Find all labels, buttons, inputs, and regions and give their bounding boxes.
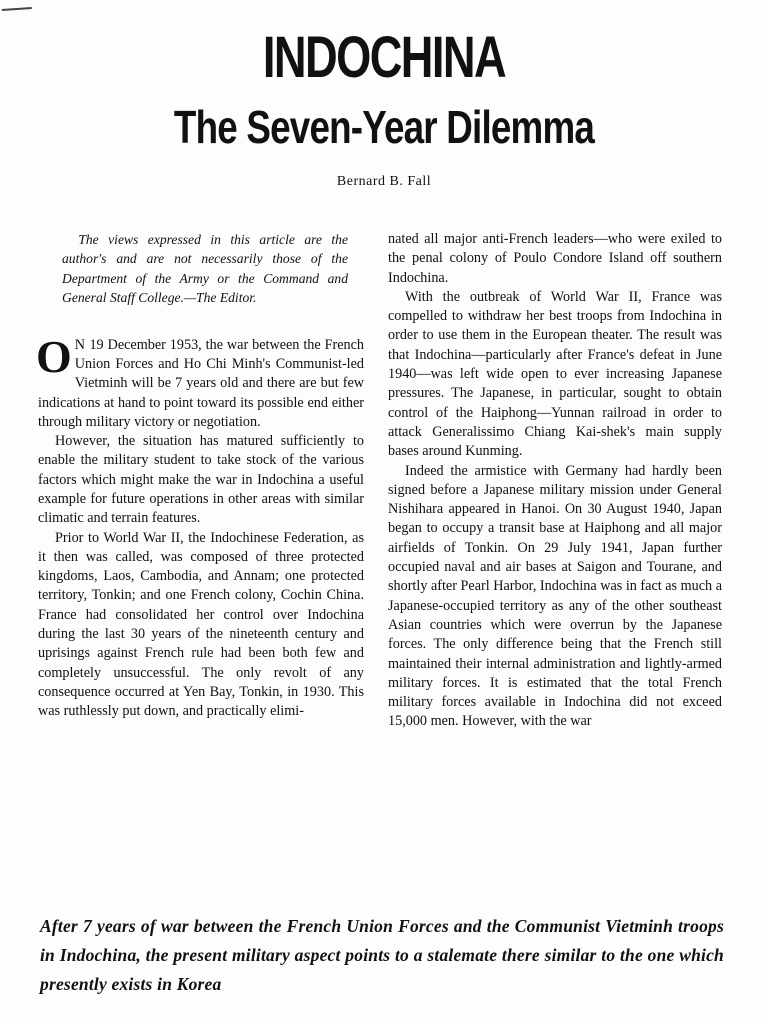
lead-letter: N [74, 336, 86, 353]
body-paragraph: However, the situation has matured sufficiently to enable the military student to take stock of the various factors which might make the war in Indochina a useful example for future operations in other areas with similar climatic and terrain features. [38, 433, 364, 527]
body-paragraph: With the outbreak of World War II, France was compelled to withdraw her best troops from Indochina in order to use them in the European theater. The result was that Indochina—particularly after France's defeat in June 1940—was left wide open to ever increasing Japanese pressures. The Japanese, in particular, sought to obtain control of the Haiphong—Yunnan railroad in order to attack Generalissimo Chiang Kai-shek's main supply bases around Kunming. [388, 288, 722, 460]
article-subtitle: The Seven-Year Dilemma [173, 101, 595, 153]
drop-cap: O [36, 330, 72, 382]
author-byline: Bernard B. Fall [336, 174, 432, 189]
opening-paragraph [36, 330, 364, 432]
continued-paragraph: nated all major anti-French leaders—who were exiled to the penal colony of Poulo Condore Island off southern Indochina. [388, 231, 722, 286]
article-title: INDOCHINA [262, 25, 506, 90]
body-paragraph: Prior to World War II, the Indochinese Federation, as it then was called, was composed of three protected kingdoms, Laos, Cambodia, and Annam; one protected territory, Tonkin; and one French colony, Cochin China. France had consolidated her control over Indochina during the last 30 years of the nineteenth century and uprisings against French rule had been both few and completely unsuccessful. The only revolt of any consequence occurred at Yen Bay, Tonkin, in 1930. This was ruthlessly put down, and practically elimi- [38, 529, 364, 720]
body-paragraph: Indeed the armistice with Germany had hardly been signed before a Japanese military mission under General Nishihara appeared in Hanoi. On 30 August 1940, Japan began to occupy a transit base at Haiphong and all major airfields of Tonkin. On 29 July 1941, Japan further occupied naval and air bases at Saigon and Tourane, and shortly after Pearl Harbor, Indochina was in fact as much a Japanese-occupied territory as any of the other southeast Asian countries which were overrun by the Japanese forces. The only difference being that the French still maintained their internal administration and lightly-armed military forces. It is estimated that the total French military forces available in Indochina did not exceed 15,000 men. However, with the war [388, 462, 722, 730]
left-column [38, 230, 364, 722]
opening-text: 19 December 1953, the war between the French Union Forces and Ho Chi Minh's Communist-led Vietminh will be 7 years old and there are but few indications at hand to point toward its possible end either through military victory or negotiation. [38, 336, 364, 430]
summary-blurb: After 7 years of war between the French Union Forces and the Communist Vietminh troops in Indochina, the present military aspect points to a stalemate there similar to the one which presently exists in Korea [40, 916, 724, 994]
margin-mark [2, 7, 32, 17]
right-column [388, 230, 722, 732]
editor-note: The views expressed in this article are the author's and are not necessarily those of the Department of the Army or the Command and General Staff College.—The Editor. [62, 232, 348, 306]
